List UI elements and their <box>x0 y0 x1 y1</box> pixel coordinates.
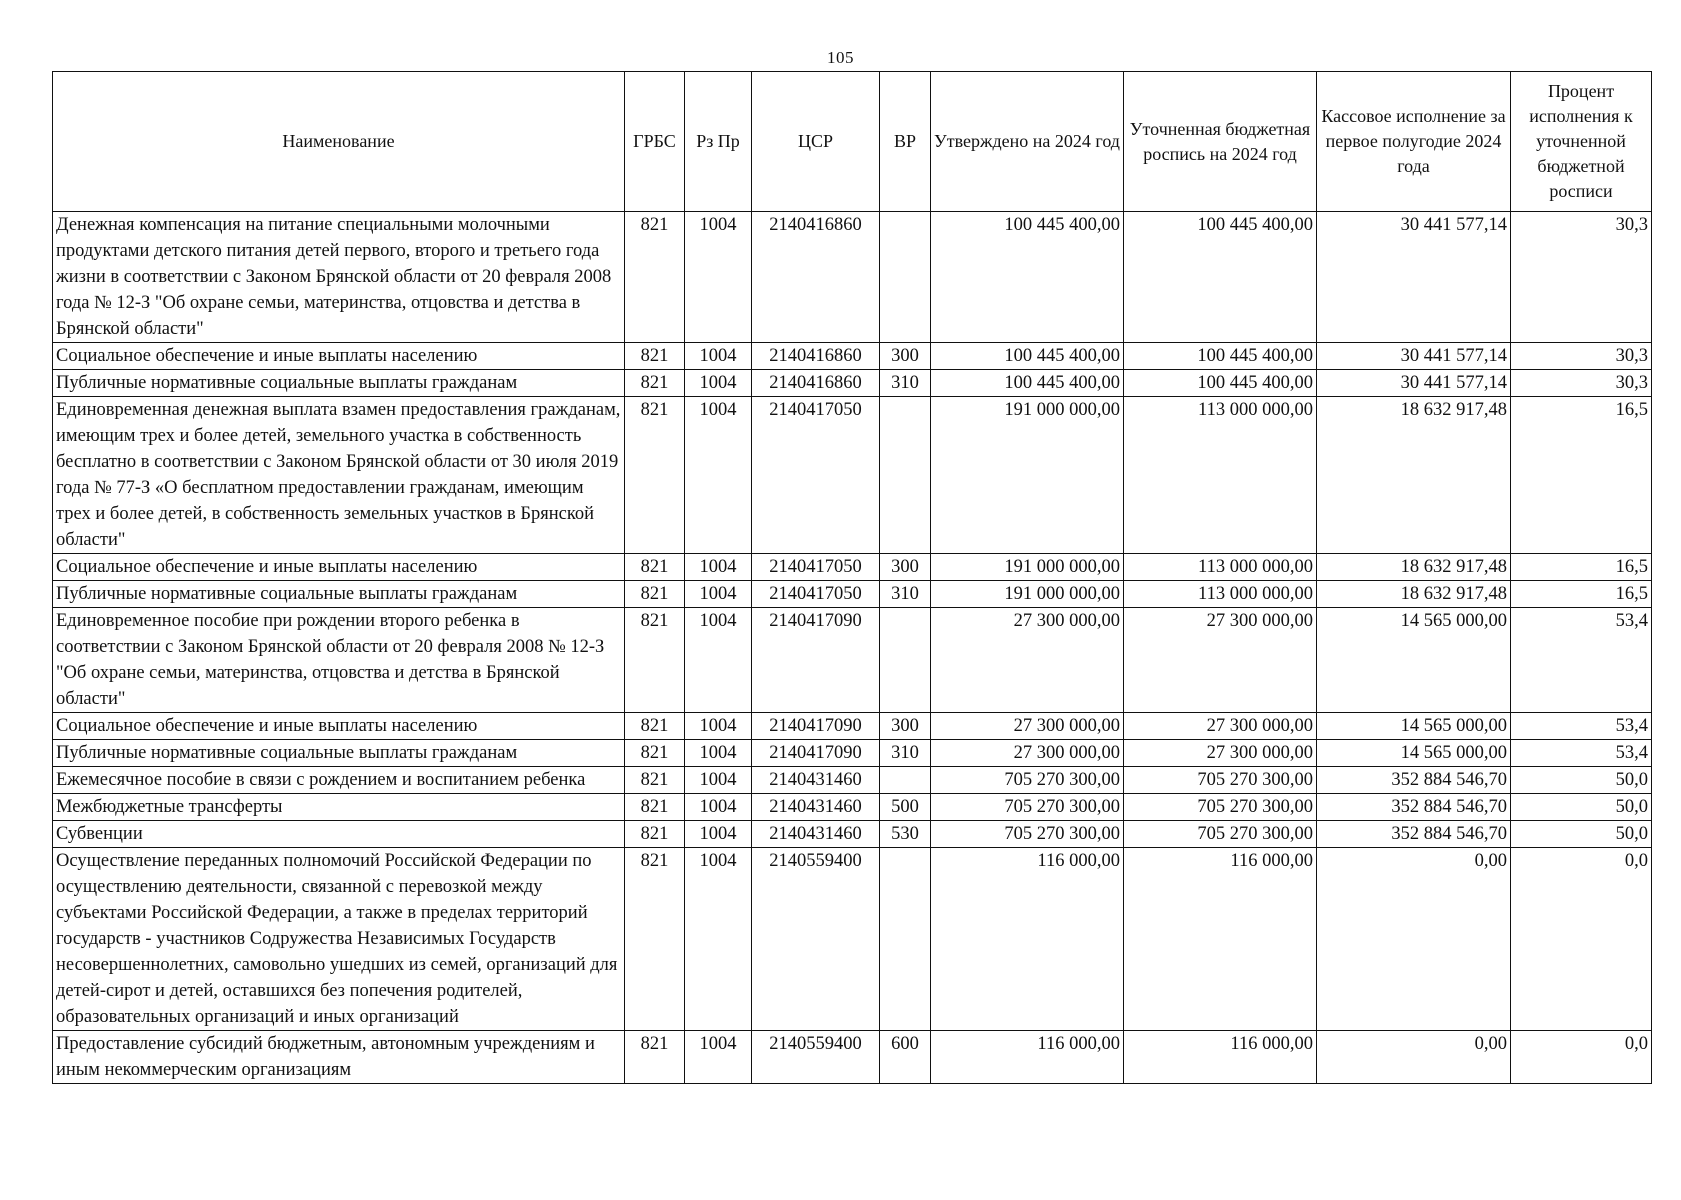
cell-grbs: 821 <box>625 212 685 343</box>
cell-csr: 2140431460 <box>752 767 880 794</box>
cell-executed: 14 565 000,00 <box>1317 713 1511 740</box>
cell-name: Публичные нормативные социальные выплаты гражданам <box>53 740 625 767</box>
cell-csr: 2140417050 <box>752 397 880 554</box>
cell-grbs: 821 <box>625 343 685 370</box>
header-executed: Кассовое исполнение за первое полугодие 2024 года <box>1317 72 1511 212</box>
cell-approved: 27 300 000,00 <box>931 713 1124 740</box>
cell-approved: 27 300 000,00 <box>931 740 1124 767</box>
cell-vr <box>880 212 931 343</box>
cell-rzpr: 1004 <box>685 713 752 740</box>
cell-grbs: 821 <box>625 713 685 740</box>
table-row <box>53 821 1652 848</box>
cell-percent: 16,5 <box>1511 397 1652 554</box>
cell-percent: 0,0 <box>1511 848 1652 1031</box>
cell-name: Социальное обеспечение и иные выплаты населению <box>53 554 625 581</box>
cell-name: Публичные нормативные социальные выплаты гражданам <box>53 370 625 397</box>
cell-executed: 18 632 917,48 <box>1317 581 1511 608</box>
cell-vr: 300 <box>880 554 931 581</box>
cell-csr: 2140416860 <box>752 370 880 397</box>
cell-grbs: 821 <box>625 608 685 713</box>
table-row <box>53 554 1652 581</box>
cell-refined: 100 445 400,00 <box>1124 343 1317 370</box>
cell-grbs: 821 <box>625 581 685 608</box>
cell-approved: 27 300 000,00 <box>931 608 1124 713</box>
cell-percent: 53,4 <box>1511 740 1652 767</box>
cell-csr: 2140431460 <box>752 821 880 848</box>
cell-rzpr: 1004 <box>685 581 752 608</box>
cell-approved: 100 445 400,00 <box>931 343 1124 370</box>
cell-rzpr: 1004 <box>685 343 752 370</box>
cell-rzpr: 1004 <box>685 848 752 1031</box>
cell-executed: 0,00 <box>1317 1031 1511 1084</box>
cell-approved: 116 000,00 <box>931 848 1124 1031</box>
cell-name: Публичные нормативные социальные выплаты гражданам <box>53 581 625 608</box>
cell-rzpr: 1004 <box>685 1031 752 1084</box>
header-grbs: ГРБС <box>625 72 685 212</box>
cell-csr: 2140416860 <box>752 212 880 343</box>
cell-refined: 705 270 300,00 <box>1124 821 1317 848</box>
cell-name: Субвенции <box>53 821 625 848</box>
header-refined: Уточненная бюджетная роспись на 2024 год <box>1124 72 1317 212</box>
cell-refined: 27 300 000,00 <box>1124 608 1317 713</box>
cell-approved: 100 445 400,00 <box>931 370 1124 397</box>
cell-name: Осуществление переданных полномочий Российской Федерации по осуществлению деятельности, связанной с перевозкой между субъектами Российской Федерации, а также в пределах территорий государств - участников Содружества Независимых Государств несовершеннолетних, самовольно ушедших из семей, организаций для детей-сирот и детей, оставшихся без попечения родителей, образовательных организаций и иных организаций <box>53 848 625 1031</box>
cell-percent: 53,4 <box>1511 713 1652 740</box>
cell-csr: 2140559400 <box>752 1031 880 1084</box>
cell-csr: 2140417050 <box>752 581 880 608</box>
cell-vr: 530 <box>880 821 931 848</box>
cell-vr <box>880 397 931 554</box>
cell-refined: 113 000 000,00 <box>1124 554 1317 581</box>
cell-refined: 27 300 000,00 <box>1124 740 1317 767</box>
cell-rzpr: 1004 <box>685 397 752 554</box>
cell-percent: 50,0 <box>1511 821 1652 848</box>
cell-refined: 113 000 000,00 <box>1124 581 1317 608</box>
cell-csr: 2140417090 <box>752 608 880 713</box>
cell-executed: 18 632 917,48 <box>1317 554 1511 581</box>
cell-percent: 50,0 <box>1511 794 1652 821</box>
header-percent: Процент исполнения к уточненной бюджетной росписи <box>1511 72 1652 212</box>
header-name: Наименование <box>53 72 625 212</box>
cell-grbs: 821 <box>625 848 685 1031</box>
header-rzpr: Рз Пр <box>685 72 752 212</box>
cell-csr: 2140417090 <box>752 713 880 740</box>
cell-approved: 100 445 400,00 <box>931 212 1124 343</box>
cell-rzpr: 1004 <box>685 821 752 848</box>
cell-name: Межбюджетные трансферты <box>53 794 625 821</box>
table-row <box>53 397 1652 554</box>
cell-refined: 113 000 000,00 <box>1124 397 1317 554</box>
cell-percent: 50,0 <box>1511 767 1652 794</box>
cell-rzpr: 1004 <box>685 370 752 397</box>
cell-name: Предоставление субсидий бюджетным, автономным учреждениям и иным некоммерческим организациям <box>53 1031 625 1084</box>
table-row <box>53 581 1652 608</box>
cell-name: Ежемесячное пособие в связи с рождением и воспитанием ребенка <box>53 767 625 794</box>
cell-approved: 705 270 300,00 <box>931 767 1124 794</box>
cell-percent: 0,0 <box>1511 1031 1652 1084</box>
cell-grbs: 821 <box>625 767 685 794</box>
cell-refined: 100 445 400,00 <box>1124 212 1317 343</box>
table-row <box>53 713 1652 740</box>
cell-vr <box>880 848 931 1031</box>
cell-csr: 2140416860 <box>752 343 880 370</box>
cell-executed: 0,00 <box>1317 848 1511 1031</box>
cell-executed: 352 884 546,70 <box>1317 794 1511 821</box>
cell-grbs: 821 <box>625 794 685 821</box>
cell-csr: 2140559400 <box>752 848 880 1031</box>
table-row <box>53 212 1652 343</box>
table-row <box>53 740 1652 767</box>
table-row <box>53 794 1652 821</box>
cell-executed: 30 441 577,14 <box>1317 212 1511 343</box>
cell-percent: 16,5 <box>1511 554 1652 581</box>
cell-executed: 14 565 000,00 <box>1317 608 1511 713</box>
cell-grbs: 821 <box>625 1031 685 1084</box>
cell-refined: 705 270 300,00 <box>1124 767 1317 794</box>
cell-name: Единовременная денежная выплата взамен предоставления гражданам, имеющим трех и более детей, земельного участка в собственность бесплатно в соответствии с Законом Брянской области от 30 июля 2019 года № 77-З «О бесплатном предоставлении гражданам, имеющим трех и более детей, в собственность земельных участков в Брянской области" <box>53 397 625 554</box>
cell-rzpr: 1004 <box>685 554 752 581</box>
cell-vr: 310 <box>880 740 931 767</box>
cell-vr <box>880 608 931 713</box>
cell-rzpr: 1004 <box>685 212 752 343</box>
cell-vr: 300 <box>880 713 931 740</box>
cell-approved: 705 270 300,00 <box>931 821 1124 848</box>
table-row <box>53 767 1652 794</box>
cell-rzpr: 1004 <box>685 767 752 794</box>
header-row <box>53 72 1652 212</box>
cell-vr: 500 <box>880 794 931 821</box>
cell-percent: 30,3 <box>1511 370 1652 397</box>
header-approved: Утверждено на 2024 год <box>931 72 1124 212</box>
cell-rzpr: 1004 <box>685 740 752 767</box>
cell-percent: 30,3 <box>1511 212 1652 343</box>
cell-grbs: 821 <box>625 554 685 581</box>
cell-approved: 191 000 000,00 <box>931 581 1124 608</box>
cell-grbs: 821 <box>625 370 685 397</box>
cell-executed: 352 884 546,70 <box>1317 767 1511 794</box>
cell-csr: 2140431460 <box>752 794 880 821</box>
cell-executed: 352 884 546,70 <box>1317 821 1511 848</box>
header-vr: ВР <box>880 72 931 212</box>
cell-executed: 30 441 577,14 <box>1317 343 1511 370</box>
cell-rzpr: 1004 <box>685 608 752 713</box>
table-row <box>53 848 1652 1031</box>
cell-name: Единовременное пособие при рождении второго ребенка в соответствии с Законом Брянской области от 20 февраля 2008 № 12-З "Об охране семьи, материнства, отцовства и детства в Брянской области" <box>53 608 625 713</box>
cell-executed: 14 565 000,00 <box>1317 740 1511 767</box>
cell-vr <box>880 767 931 794</box>
cell-refined: 705 270 300,00 <box>1124 794 1317 821</box>
cell-name: Социальное обеспечение и иные выплаты населению <box>53 713 625 740</box>
cell-grbs: 821 <box>625 397 685 554</box>
cell-approved: 191 000 000,00 <box>931 554 1124 581</box>
cell-vr: 310 <box>880 581 931 608</box>
budget-execution-table <box>52 71 1652 1084</box>
table-row <box>53 1031 1652 1084</box>
cell-executed: 30 441 577,14 <box>1317 370 1511 397</box>
table-row <box>53 370 1652 397</box>
cell-grbs: 821 <box>625 740 685 767</box>
cell-refined: 27 300 000,00 <box>1124 713 1317 740</box>
table-row <box>53 343 1652 370</box>
cell-approved: 705 270 300,00 <box>931 794 1124 821</box>
cell-refined: 116 000,00 <box>1124 1031 1317 1084</box>
cell-percent: 16,5 <box>1511 581 1652 608</box>
cell-percent: 30,3 <box>1511 343 1652 370</box>
cell-approved: 116 000,00 <box>931 1031 1124 1084</box>
page-number: 105 <box>827 48 854 67</box>
cell-name: Денежная компенсация на питание специальными молочными продуктами детского питания детей первого, второго и третьего года жизни в соответствии с Законом Брянской области от 20 февраля 2008 года № 12-З "Об охране семьи, материнства, отцовства и детства в Брянской области" <box>53 212 625 343</box>
cell-vr: 300 <box>880 343 931 370</box>
table-body <box>53 212 1652 1084</box>
cell-csr: 2140417090 <box>752 740 880 767</box>
cell-executed: 18 632 917,48 <box>1317 397 1511 554</box>
cell-rzpr: 1004 <box>685 794 752 821</box>
cell-percent: 53,4 <box>1511 608 1652 713</box>
cell-approved: 191 000 000,00 <box>931 397 1124 554</box>
cell-grbs: 821 <box>625 821 685 848</box>
header-csr: ЦСР <box>752 72 880 212</box>
cell-vr: 310 <box>880 370 931 397</box>
cell-refined: 116 000,00 <box>1124 848 1317 1031</box>
cell-name: Социальное обеспечение и иные выплаты населению <box>53 343 625 370</box>
cell-refined: 100 445 400,00 <box>1124 370 1317 397</box>
cell-vr: 600 <box>880 1031 931 1084</box>
table-row <box>53 608 1652 713</box>
cell-csr: 2140417050 <box>752 554 880 581</box>
